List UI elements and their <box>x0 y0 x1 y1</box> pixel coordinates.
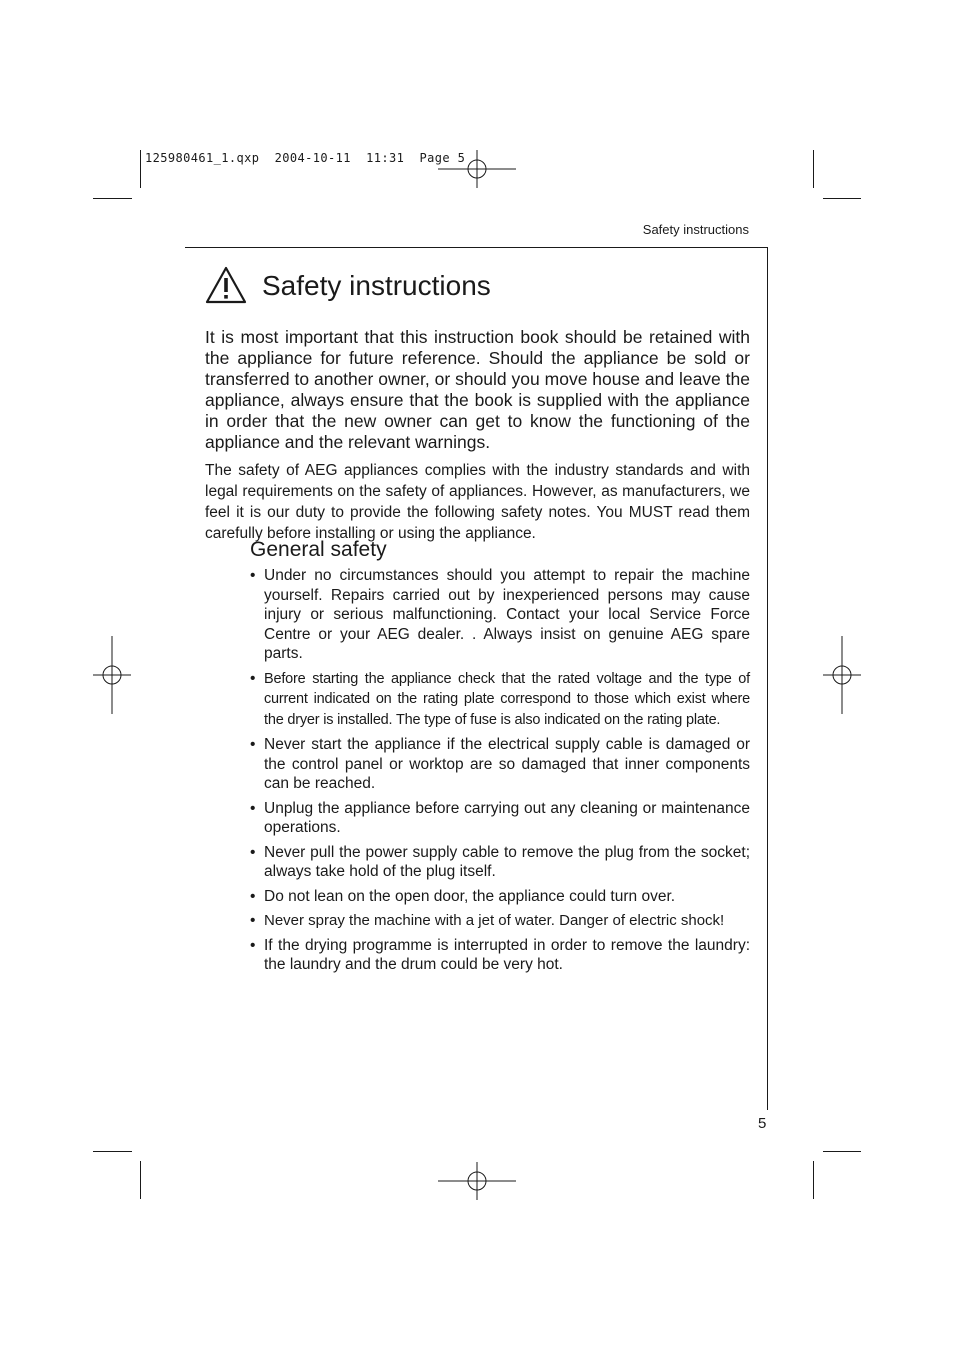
list-item-text: Do not lean on the open door, the appliance could turn over. <box>264 887 676 905</box>
crop-mark <box>823 198 861 199</box>
page-title: Safety instructions <box>262 270 491 301</box>
list-item-text: Never start the appliance if the electrical supply cable is damaged or the control panel or worktop are so damaged that inner components can be reached. <box>264 736 750 792</box>
running-head: Safety instructions <box>642 222 749 237</box>
crop-mark <box>140 150 141 188</box>
list-item <box>250 799 750 838</box>
crop-mark <box>93 198 132 199</box>
crop-mark <box>823 1151 861 1152</box>
warning-triangle-icon <box>205 266 247 304</box>
intro-paragraph: It is most important that this instruction book should be retained with the appliance for future reference. Should the appliance be sold or transferred to another owner, or should you move house and leave the appliance, always ensure that the book is supplied with the appliance in order that the new owner can get to know the functioning of the appliance and the relevant warnings. <box>205 327 750 452</box>
list-item <box>250 936 750 975</box>
print-slug: 125980461_1.qxp 2004-10-11 11:31 Page 5 <box>145 151 466 165</box>
side-rule <box>767 247 768 1110</box>
bullet-icon: • <box>250 936 256 954</box>
list-item <box>250 887 750 907</box>
list-item-text: Unplug the appliance before carrying out any cleaning or maintenance operations. <box>264 799 750 836</box>
crop-mark <box>93 1151 132 1152</box>
bullet-icon: • <box>250 669 256 687</box>
list-item <box>250 911 750 931</box>
crop-mark <box>813 1161 814 1199</box>
header-rule <box>185 247 768 248</box>
page-number: 5 <box>758 1115 767 1132</box>
bullet-icon: • <box>250 887 256 905</box>
bullet-icon: • <box>250 799 256 817</box>
list-item-text: Before starting the appliance check that the rated voltage and the type of current indicated on the rating plate correspond to those which exist where the dryer is installed. The type of fuse is also indicated on the rating plate. <box>264 670 750 728</box>
intro-paragraph: The safety of AEG appliances complies with the industry standards and with legal requirements on the safety of appliances. However, as manufacturers, we feel it is our duty to provide the following safety notes. You MUST read them carefully before installing or using the appliance. <box>205 462 750 542</box>
registration-mark-icon <box>93 636 131 714</box>
list-item-text: Never pull the power supply cable to remove the plug from the socket; always take hold of the plug itself. <box>264 843 750 880</box>
bullet-icon: • <box>250 912 256 929</box>
list-item <box>250 566 750 664</box>
list-item <box>250 669 750 731</box>
list-item-text: Under no circumstances should you attempt to repair the machine yourself. Repairs carried out by inexperienced persons may cause injury or serious malfunctioning. Contact your local Service Force Centre or your AEG dealer. . Always insist on genuine AEG spare parts. <box>264 567 750 662</box>
registration-mark-icon <box>823 636 861 714</box>
bullet-icon: • <box>250 736 256 753</box>
crop-mark <box>813 150 814 188</box>
registration-mark-icon <box>438 150 516 188</box>
section-heading: General safety <box>250 538 387 561</box>
crop-mark <box>140 1161 141 1199</box>
list-item-text: Never spray the machine with a jet of water. Danger of electric shock! <box>264 912 725 929</box>
safety-list <box>250 566 750 980</box>
registration-mark-icon <box>438 1162 516 1200</box>
intro-text <box>205 327 750 551</box>
list-item <box>250 843 750 882</box>
bullet-icon: • <box>250 567 256 584</box>
list-item <box>250 735 750 794</box>
list-item-text: If the drying programme is interrupted in order to remove the laundry: the laundry and the drum could be very hot. <box>264 936 750 973</box>
bullet-icon: • <box>250 843 256 861</box>
